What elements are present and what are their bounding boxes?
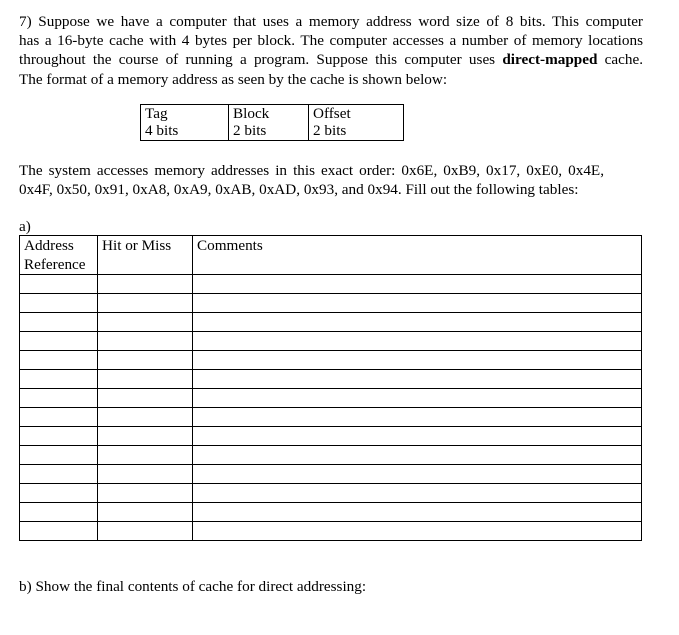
- hit-miss-table: [19, 235, 642, 541]
- address-cell[interactable]: [20, 313, 98, 332]
- comments-cell[interactable]: [193, 427, 642, 446]
- comments-cell[interactable]: [193, 465, 642, 484]
- address-cell[interactable]: [20, 389, 98, 408]
- comments-cell[interactable]: [193, 446, 642, 465]
- intro-line-3-suffix: cache.: [597, 51, 644, 69]
- direct-mapped-term: direct-mapped: [502, 51, 598, 69]
- offset-bits: 2 bits: [313, 122, 347, 139]
- comments-cell[interactable]: [193, 313, 642, 332]
- intro-line-2: has a 16-byte cache with 4 bytes per block. The computer accesses a number of memory locations: [19, 32, 643, 50]
- table-row: [20, 313, 642, 332]
- table-row: [20, 408, 642, 427]
- table-header-row: [20, 236, 642, 275]
- block-label: Block: [233, 105, 270, 122]
- table-row: [20, 484, 642, 503]
- hit-or-miss-cell[interactable]: [98, 427, 193, 446]
- table-row: [20, 522, 642, 541]
- table-row: [20, 446, 642, 465]
- hit-or-miss-cell[interactable]: [98, 351, 193, 370]
- hit-or-miss-cell[interactable]: [98, 503, 193, 522]
- comments-cell[interactable]: [193, 408, 642, 427]
- comments-cell[interactable]: [193, 503, 642, 522]
- hit-or-miss-cell[interactable]: [98, 522, 193, 541]
- access-sequence: [19, 161, 669, 199]
- comments-cell[interactable]: [193, 370, 642, 389]
- table-row: [20, 294, 642, 313]
- access-line-1: The system accesses memory addresses in this exact order: 0x6E, 0xB9, 0x17, 0xE0, 0x4E,: [19, 162, 604, 179]
- table-row: [20, 275, 642, 294]
- comments-cell[interactable]: [193, 275, 642, 294]
- access-line-2: 0x4F, 0x50, 0x91, 0xA8, 0xA9, 0xAB, 0xAD, 0x93, and 0x94. Fill out the following tables:: [19, 181, 579, 199]
- intro-line-1: 7) Suppose we have a computer that uses a memory address word size of 8 bits. This computer: [19, 13, 643, 30]
- block-field: [229, 105, 309, 141]
- address-cell[interactable]: [20, 465, 98, 484]
- hit-or-miss-cell[interactable]: [98, 484, 193, 503]
- table-row: [20, 351, 642, 370]
- hit-or-miss-cell[interactable]: [98, 370, 193, 389]
- hit-or-miss-cell[interactable]: [98, 275, 193, 294]
- address-header-line-2: Reference: [24, 256, 86, 273]
- table-row: [20, 332, 642, 351]
- address-cell[interactable]: [20, 503, 98, 522]
- hit-or-miss-cell[interactable]: [98, 389, 193, 408]
- address-cell[interactable]: [20, 484, 98, 503]
- hit-or-miss-cell[interactable]: [98, 465, 193, 484]
- tag-bits: 4 bits: [145, 122, 179, 139]
- table-row: [20, 465, 642, 484]
- table-row: [20, 503, 642, 522]
- comments-cell[interactable]: [193, 294, 642, 313]
- comments-cell[interactable]: [193, 389, 642, 408]
- comments-header: Comments: [193, 236, 642, 275]
- question-intro: [19, 12, 669, 89]
- intro-line-3: [19, 50, 643, 69]
- address-format-table: [140, 104, 404, 141]
- part-b-label: b) Show the final contents of cache for direct addressing:: [19, 578, 367, 595]
- table-row: [20, 427, 642, 446]
- intro-line-3-text: throughout the course of running a program. Suppose this computer uses: [19, 51, 503, 69]
- hit-or-miss-cell[interactable]: [98, 294, 193, 313]
- address-cell[interactable]: [20, 351, 98, 370]
- tag-field: [141, 105, 229, 141]
- offset-field: [309, 105, 404, 141]
- intro-line-4: The format of a memory address as seen by the cache is shown below:: [19, 70, 448, 88]
- comments-cell[interactable]: [193, 484, 642, 503]
- hit-or-miss-header: Hit or Miss: [98, 236, 193, 275]
- hit-or-miss-cell[interactable]: [98, 408, 193, 427]
- address-cell[interactable]: [20, 522, 98, 541]
- offset-label: Offset: [313, 105, 351, 122]
- address-cell[interactable]: [20, 370, 98, 389]
- hit-or-miss-cell[interactable]: [98, 313, 193, 332]
- tag-label: Tag: [145, 105, 168, 122]
- hit-or-miss-cell[interactable]: [98, 332, 193, 351]
- address-reference-header: [20, 236, 98, 275]
- table-row: [20, 370, 642, 389]
- comments-cell[interactable]: [193, 332, 642, 351]
- hit-or-miss-cell[interactable]: [98, 446, 193, 465]
- address-cell[interactable]: [20, 408, 98, 427]
- address-cell[interactable]: [20, 275, 98, 294]
- address-cell[interactable]: [20, 446, 98, 465]
- comments-cell[interactable]: [193, 522, 642, 541]
- comments-cell[interactable]: [193, 351, 642, 370]
- address-cell[interactable]: [20, 332, 98, 351]
- address-cell[interactable]: [20, 294, 98, 313]
- address-header-line-1: Address: [24, 237, 74, 254]
- part-a-label: a): [19, 218, 31, 235]
- block-bits: 2 bits: [233, 122, 267, 139]
- address-cell[interactable]: [20, 427, 98, 446]
- table-row: [20, 389, 642, 408]
